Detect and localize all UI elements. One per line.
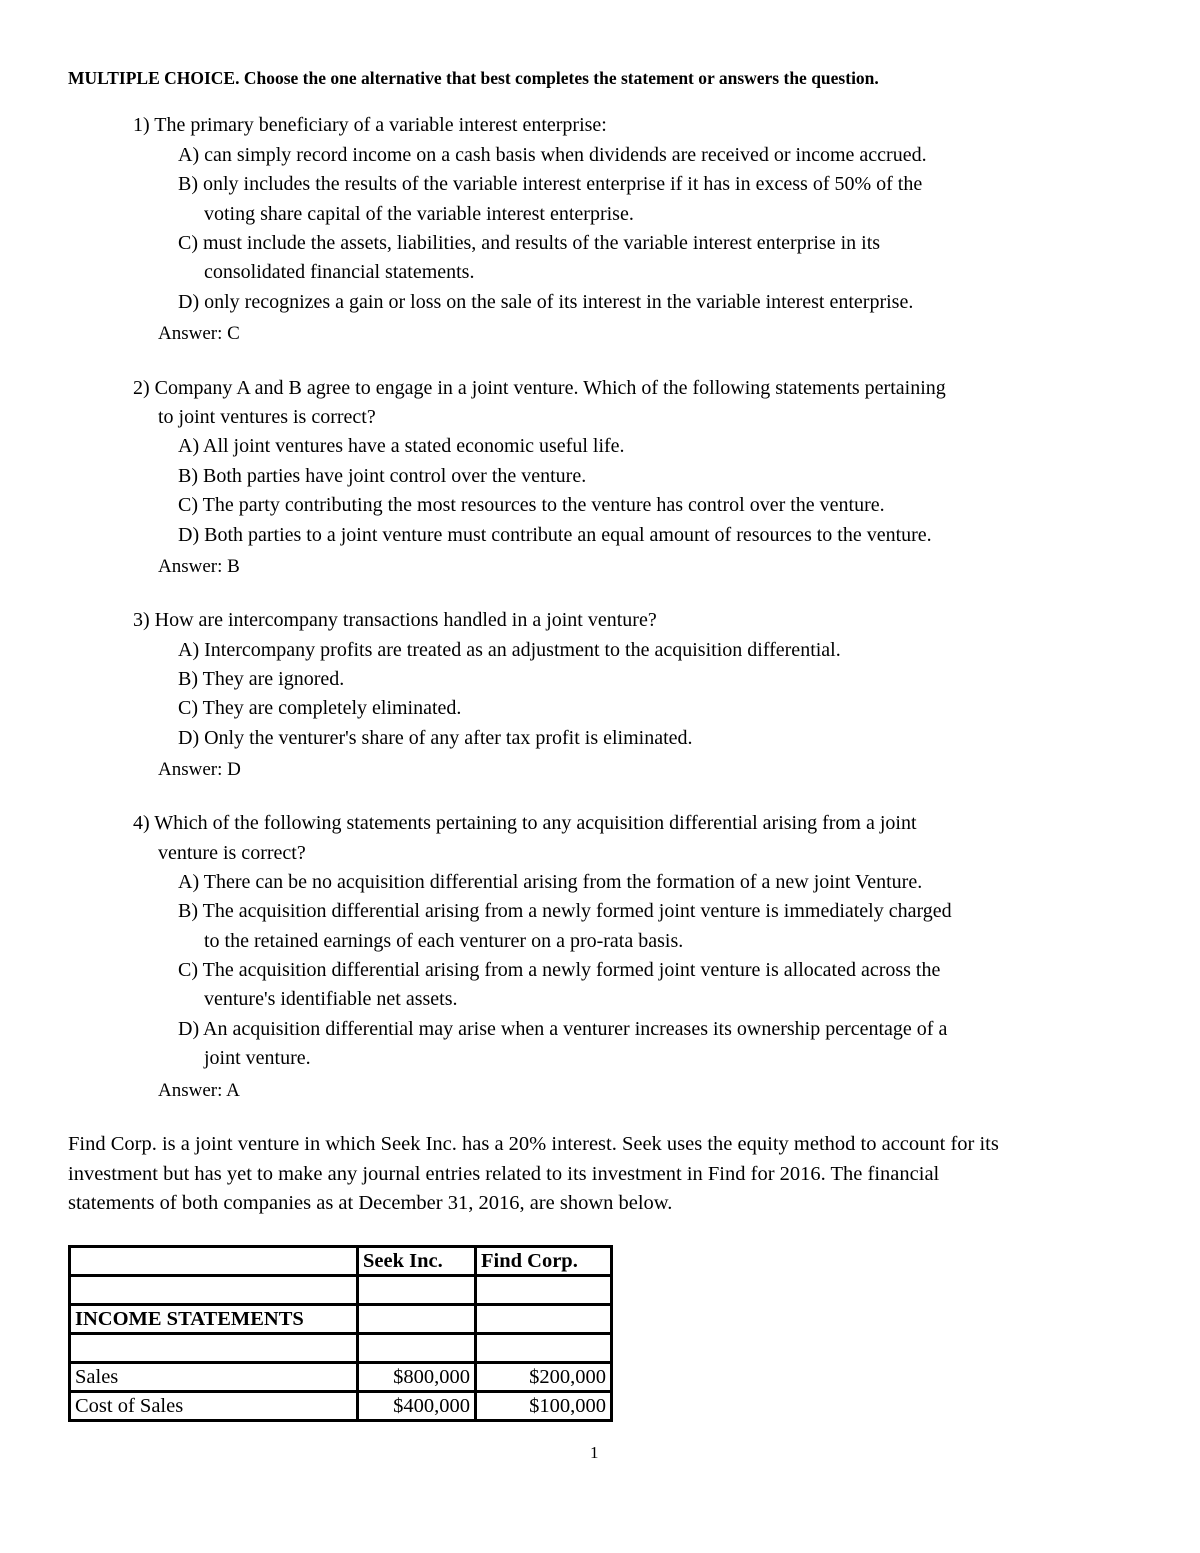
question-4-option-a: A) There can be no acquisition differential arising from the formation of a new joint Venture. xyxy=(178,871,923,893)
table-cell xyxy=(476,1334,612,1363)
table-cell xyxy=(476,1305,612,1334)
question-4-option-c-cont: venture's identifiable net assets. xyxy=(204,988,458,1010)
column-header-find: Find Corp. xyxy=(476,1247,612,1276)
table-cell xyxy=(70,1334,358,1363)
financial-statements-table xyxy=(68,1245,613,1422)
question-1-option-a: A) can simply record income on a cash basis when dividends are received or income accrued. xyxy=(178,144,927,166)
table-row xyxy=(70,1305,612,1334)
seek-sales-value: $800,000 xyxy=(358,1363,476,1392)
table-cell xyxy=(476,1276,612,1305)
question-3-option-d: D) Only the venturer's share of any after tax profit is eliminated. xyxy=(178,727,693,749)
question-2-stem: 2) Company A and B agree to engage in a joint venture. Which of the following statements pertaining xyxy=(133,377,946,399)
question-4-option-d-cont: joint venture. xyxy=(204,1047,311,1069)
find-cost-of-sales-value: $100,000 xyxy=(476,1392,612,1421)
question-4-option-b-cont: to the retained earnings of each venturer on a pro-rata basis. xyxy=(204,930,684,952)
question-2-stem-cont: to joint ventures is correct? xyxy=(158,406,376,428)
question-3-option-c: C) They are completely eliminated. xyxy=(178,697,462,719)
question-4-answer: Answer: A xyxy=(158,1080,240,1101)
question-1-answer: Answer: C xyxy=(158,323,240,344)
table-cell xyxy=(70,1276,358,1305)
question-2-option-a: A) All joint ventures have a stated economic useful life. xyxy=(178,435,625,457)
question-4-stem: 4) Which of the following statements pertaining to any acquisition differential arising from a joint xyxy=(133,812,917,834)
question-2-answer: Answer: B xyxy=(158,556,240,577)
row-label-sales: Sales xyxy=(70,1363,358,1392)
intro-line-2: investment but has yet to make any journal entries related to its investment in Find for 2016. The financial xyxy=(68,1163,940,1185)
question-4-option-c: C) The acquisition differential arising from a newly formed joint venture is allocated across the xyxy=(178,959,941,981)
question-4-option-b: B) The acquisition differential arising from a newly formed joint venture is immediately charged xyxy=(178,900,952,922)
find-sales-value: $200,000 xyxy=(476,1363,612,1392)
seek-cost-of-sales-value: $400,000 xyxy=(358,1392,476,1421)
question-1-stem: 1) The primary beneficiary of a variable interest enterprise: xyxy=(133,114,607,136)
question-1-option-b: B) only includes the results of the variable interest enterprise if it has in excess of 50% of the xyxy=(178,173,923,195)
page-number: 1 xyxy=(590,1443,599,1462)
question-3-option-b: B) They are ignored. xyxy=(178,668,345,690)
table-cell xyxy=(358,1305,476,1334)
table-cell xyxy=(358,1276,476,1305)
table-row xyxy=(70,1334,612,1363)
column-header-seek: Seek Inc. xyxy=(358,1247,476,1276)
table-row xyxy=(70,1392,612,1421)
question-1-option-d: D) only recognizes a gain or loss on the sale of its interest in the variable interest enterprise. xyxy=(178,291,914,313)
table-header-row xyxy=(70,1247,612,1276)
table-cell xyxy=(70,1247,358,1276)
table-row xyxy=(70,1276,612,1305)
question-3-option-a: A) Intercompany profits are treated as an adjustment to the acquisition differential. xyxy=(178,639,841,661)
section-heading-income-statements: INCOME STATEMENTS xyxy=(70,1305,358,1334)
table-cell xyxy=(358,1334,476,1363)
question-3-stem: 3) How are intercompany transactions handled in a joint venture? xyxy=(133,609,657,631)
question-2-option-c: C) The party contributing the most resources to the venture has control over the venture. xyxy=(178,494,885,516)
question-1-option-c: C) must include the assets, liabilities, and results of the variable interest enterprise in its xyxy=(178,232,881,254)
intro-line-1: Find Corp. is a joint venture in which Seek Inc. has a 20% interest. Seek uses the equity method to account for its xyxy=(68,1133,999,1155)
question-4-option-d: D) An acquisition differential may arise when a venturer increases its ownership percentage of a xyxy=(178,1018,948,1040)
question-4-stem-cont: venture is correct? xyxy=(158,842,306,864)
question-1-option-c-cont: consolidated financial statements. xyxy=(204,261,475,283)
question-2-option-d: D) Both parties to a joint venture must contribute an equal amount of resources to the venture. xyxy=(178,524,932,546)
question-2-option-b: B) Both parties have joint control over the venture. xyxy=(178,465,587,487)
question-3-answer: Answer: D xyxy=(158,759,241,780)
instructions-header: MULTIPLE CHOICE. Choose the one alternative that best completes the statement or answers the question. xyxy=(68,68,879,88)
row-label-cost-of-sales: Cost of Sales xyxy=(70,1392,358,1421)
intro-line-3: statements of both companies as at December 31, 2016, are shown below. xyxy=(68,1192,673,1214)
table-row xyxy=(70,1363,612,1392)
question-1-option-b-cont: voting share capital of the variable interest enterprise. xyxy=(204,203,634,225)
